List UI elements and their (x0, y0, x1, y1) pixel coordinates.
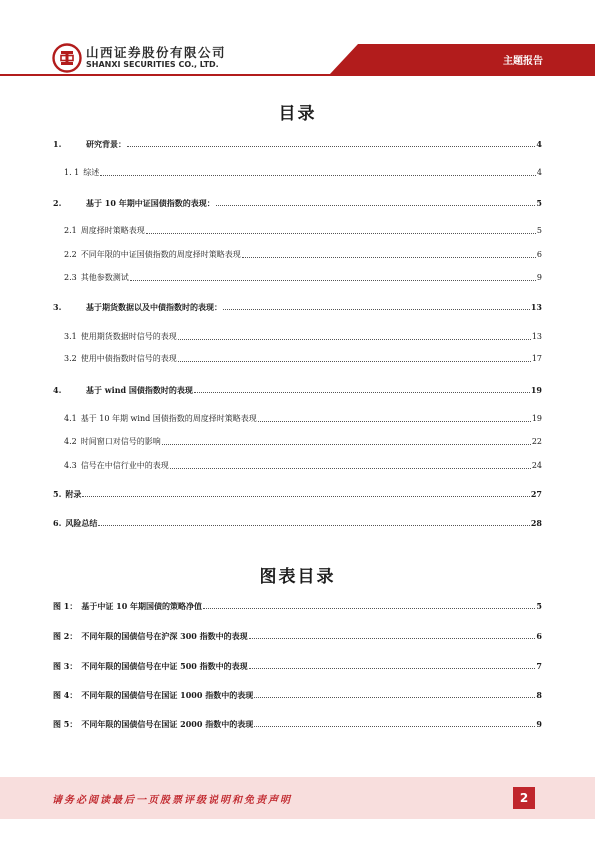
toc-entry-text: 研究背景： (86, 139, 126, 149)
figure-entry-number: 图 2： (53, 631, 78, 641)
figure-entry-number: 图 4： (53, 690, 78, 700)
toc-entry-number: 4. (53, 385, 62, 395)
figure-entry-text: 不同年限的国债信号在中证 500 指数中的表现 (81, 661, 248, 671)
toc-entry-number: 4.3 (64, 461, 77, 470)
dot-leader (98, 524, 530, 526)
toc-entry-number: 2.1 (64, 226, 77, 235)
dot-leader (162, 443, 531, 445)
figure-entry[interactable] (53, 600, 542, 612)
toc-entry-text: 使用中债指数时信号的表现 (80, 354, 177, 363)
toc-entry[interactable] (53, 225, 542, 237)
toc-entry-number: 2. (53, 198, 62, 208)
toc-entry-page: 13 (531, 332, 542, 341)
toc-entry-text: 基于期货数据以及中债指数时的表现： (86, 302, 222, 312)
toc-entry-number: 6. (53, 518, 62, 528)
dot-leader (194, 391, 530, 393)
toc-entry[interactable] (53, 138, 542, 150)
company-name-cn: 山西证券股份有限公司 (86, 45, 227, 60)
figure-entry-page: 7 (536, 661, 542, 671)
dot-leader (100, 174, 536, 176)
toc-entry-page: 13 (530, 302, 542, 312)
dot-leader (170, 467, 531, 469)
figure-entry-text: 不同年限的国债信号在国证 2000 指数中的表现 (81, 719, 254, 729)
toc-entry[interactable] (53, 460, 542, 472)
figure-entry-text: 不同年限的国债信号在国证 1000 指数中的表现 (81, 690, 254, 700)
toc-entry[interactable] (53, 272, 542, 284)
toc-entry-page: 5 (536, 226, 542, 235)
dot-leader (130, 279, 536, 281)
figure-entry[interactable] (53, 660, 542, 672)
dot-leader (216, 204, 536, 206)
figure-entry-number: 图 3： (53, 661, 78, 671)
dot-leader (203, 607, 535, 609)
toc-entry-page: 28 (530, 518, 542, 528)
toc-entry-text: 基于 10 年期中证国债指数的表现： (86, 198, 215, 208)
toc-entry-text: 基于 wind 国债指数时的表现 (86, 385, 193, 395)
toc-entry-number: 4.1 (64, 414, 77, 423)
dot-leader (254, 725, 535, 727)
toc-entry-page: 4 (536, 139, 542, 149)
toc-entry-page: 22 (531, 437, 542, 446)
toc-entry-number: 1. (53, 139, 62, 149)
toc-entry-text: 使用期货数据时信号的表现 (80, 332, 177, 341)
toc-entry-text: 其他参数测试 (80, 273, 129, 282)
toc-entry-text: 周度择时策略表现 (80, 226, 145, 235)
figure-entry[interactable] (53, 630, 542, 642)
toc-entry-text: 综述 (83, 168, 100, 177)
toc-entry-page: 6 (536, 250, 542, 259)
toc-entry-page: 17 (531, 354, 542, 363)
dot-leader (254, 696, 535, 698)
figure-entry-text: 基于中证 10 年期国债的策略净值 (81, 601, 203, 611)
dot-leader (178, 360, 531, 362)
toc-entry-page: 27 (530, 489, 542, 499)
toc-entry[interactable] (53, 436, 542, 448)
toc-entry[interactable] (53, 488, 542, 500)
dot-leader (249, 667, 536, 669)
toc-entry[interactable] (53, 353, 542, 365)
figure-entry-page: 5 (536, 601, 542, 611)
toc-entry-text: 信号在中信行业中的表现 (80, 461, 169, 470)
dot-leader (242, 256, 536, 258)
toc-entry[interactable] (53, 167, 542, 179)
dot-leader (223, 308, 530, 310)
toc-entry[interactable] (53, 249, 542, 261)
toc-entry-page: 4 (536, 168, 542, 177)
header-rule (0, 74, 595, 76)
company-name-en: SHANXI SECURITIES CO., LTD. (86, 60, 219, 69)
toc-entry-page: 19 (531, 414, 542, 423)
toc-entry-number: 5. (53, 489, 62, 499)
figure-entry[interactable] (53, 718, 542, 730)
toc-entry[interactable] (53, 413, 542, 425)
toc-entry-number: 1. 1 (64, 168, 80, 177)
dot-leader (146, 232, 536, 234)
dot-leader (258, 420, 531, 422)
toc-entry[interactable] (53, 197, 542, 209)
toc-entry[interactable] (53, 517, 542, 529)
figure-list-title: 图表目录 (259, 567, 336, 587)
report-type-band (0, 0, 595, 80)
figure-entry-page: 9 (536, 719, 542, 729)
dot-leader (178, 338, 531, 340)
toc-entry[interactable] (53, 331, 542, 343)
toc-entry-number: 3.1 (64, 332, 77, 341)
toc-entry-number: 2.2 (64, 250, 77, 259)
toc-entry-text: 不同年限的中证国债指数的周度择时策略表现 (80, 250, 241, 259)
figure-entry-text: 不同年限的国债信号在沪深 300 指数中的表现 (81, 631, 248, 641)
toc-entry-page: 5 (536, 198, 542, 208)
figure-entry-number: 图 1： (53, 601, 78, 611)
toc-entry-page: 24 (531, 461, 542, 470)
toc-entry-text: 附录 (65, 489, 82, 499)
page-header (0, 0, 595, 80)
report-type-label: 主题报告 (503, 56, 543, 67)
toc-entry-page: 19 (530, 385, 542, 395)
dot-leader (127, 145, 535, 147)
figure-entry[interactable] (53, 689, 542, 701)
disclaimer-text: 请务必阅读最后一页股票评级说明和免责声明 (52, 795, 292, 806)
toc-entry-text: 基于 10 年期 wind 国债指数的周度择时策略表现 (80, 414, 257, 423)
toc-entry-page: 9 (536, 273, 542, 282)
dot-leader (82, 495, 530, 497)
figure-entry-page: 6 (536, 631, 542, 641)
figure-entry-number: 图 5： (53, 719, 78, 729)
toc-entry[interactable] (53, 384, 542, 396)
toc-entry[interactable] (53, 301, 542, 313)
dot-leader (249, 637, 536, 639)
toc-entry-number: 2.3 (64, 273, 77, 282)
toc-entry-number: 3.2 (64, 354, 77, 363)
toc-entry-number: 3. (53, 302, 62, 312)
toc-entry-text: 风险总结 (65, 518, 98, 528)
toc-entry-text: 时间窗口对信号的影响 (80, 437, 161, 446)
toc-entry-number: 4.2 (64, 437, 77, 446)
figure-entry-page: 8 (536, 690, 542, 700)
toc-title: 目录 (278, 104, 317, 124)
page-number-badge: 2 (513, 787, 535, 809)
